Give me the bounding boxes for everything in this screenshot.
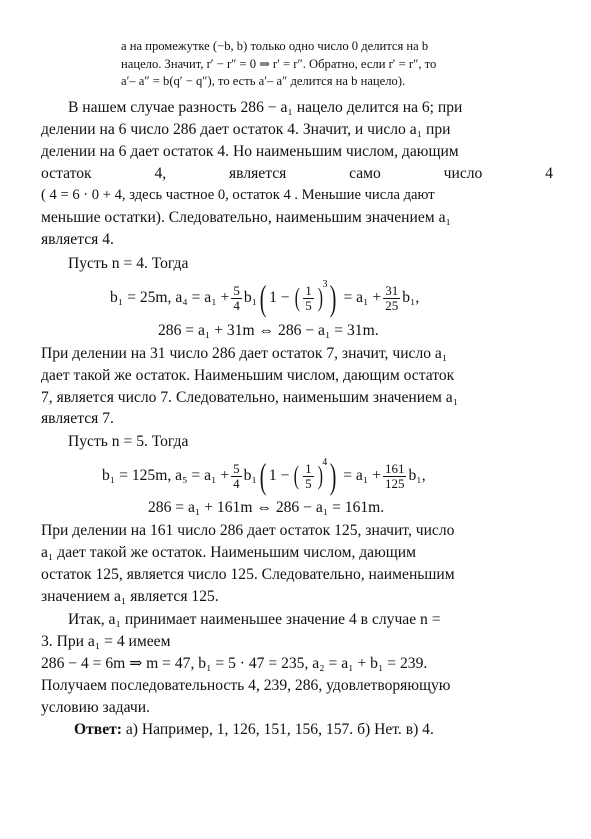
n5-eq1-rparen: ) (329, 456, 337, 496)
p1-word-yavlyaetsya: является (228, 165, 287, 182)
n4-eq1-inner-lparen: ( (294, 283, 300, 312)
n4-eq1-rparen: ) (330, 278, 337, 318)
n4-eq1-inner-rparen: ) (317, 283, 323, 312)
p1-word-4: 4, (154, 165, 167, 182)
p1-line-1: В нашем случае разность 286 − a₁ нацело делится на 6; при (68, 99, 463, 116)
p1-line-5: ( 4 = 6 · 0 + 4, здесь частное 0, остаток 4 . Меньшие числа дают (41, 187, 435, 203)
n5-eq1-frac-den: 4 (233, 475, 240, 491)
n4-eq1-frac2-den: 25 (385, 297, 399, 313)
n5-eq1-fraction-2 (383, 462, 407, 491)
n4-text-4: является 7. (41, 410, 114, 427)
note-line-3: a′– a″ = b(q′ − q″), то есть a′– a″ делится на b нацело). (121, 74, 406, 88)
n4-eq1-inner-num: 1 (305, 282, 312, 298)
final-line-1: Итак, a₁ принимает наименьшее значение 4 в случае n = (68, 611, 441, 628)
n5-eq1-inner-fraction (303, 462, 314, 491)
n5-eq1-inner-den: 5 (305, 475, 312, 491)
n5-text-2: a₁ дает такой же остаток. Наименьшим числом, дающим (41, 544, 416, 561)
n4-eq1-b: b₁ (243, 289, 258, 306)
n4-eq1-frac2-num: 31 (385, 282, 399, 298)
n5-eq1-power: 4 (322, 456, 328, 468)
final-line-3: 286 − 4 = 6m ⇒ m = 47, b₁ = 5 · 47 = 235, a₂ = a₁ + b₁ = 239. (41, 655, 428, 672)
n5-eq1-frac2-num: 161 (384, 460, 405, 476)
final-line-2: 3. При a₁ = 4 имеем (41, 633, 171, 650)
n4-text-2: дает такой же остаток. Наименьшим числом, дающим остаток (41, 367, 455, 384)
p1-line-2: делении на 6 число 286 дает остаток 4. Значит, и число a₁ при (41, 121, 451, 138)
n5-text-1: При делении на 161 число 286 дает остаток 125, значит, число (41, 522, 455, 539)
n4-text-3: 7, является число 7. Следовательно, наименьшим значением a₁ (41, 389, 459, 406)
n4-eq1-end: b₁, (402, 289, 420, 306)
p1-line-7: является 4. (41, 231, 114, 248)
n4-eq1-fraction-2 (383, 284, 400, 313)
n5-text-3: остаток 125, является число 125. Следовательно, наименьшим (41, 566, 455, 583)
n5-intro: Пусть n = 5. Тогда (68, 433, 189, 450)
n5-eq1-inner-num: 1 (305, 460, 312, 476)
n4-eq1-left: b₁ = 25m, a₄ = a₁ + (110, 289, 230, 306)
n5-eq1-mid: = a₁ + (343, 467, 381, 484)
n4-eq1-lparen: ( (259, 278, 267, 318)
n4-intro: Пусть n = 4. Тогда (68, 255, 189, 272)
n5-text-4: значением a₁ является 125. (41, 588, 219, 605)
n4-eq1-mid: = a₁ + (343, 289, 382, 306)
n5-eq1-lparen: ( (259, 456, 267, 496)
note-line-2: нацело. Значит, r′ − r″ = 0 ⇒ r′ = r″. Обратно, если r′ = r″, то (121, 57, 437, 71)
n5-eq1-b: b₁ (243, 467, 257, 484)
n5-eq1-inner-left: 1 − (268, 467, 290, 484)
n4-eq1-frac-num: 5 (233, 282, 240, 298)
p1-line-3: делении на 6 дает остаток 4. Но наименьшим числом, дающим (41, 143, 459, 160)
p1-word-samo: само (349, 165, 381, 182)
answer-label: Ответ: (74, 721, 122, 738)
n5-eq1-left: b₁ = 125m, a₅ = a₁ + (102, 467, 230, 484)
n5-equation-2: 286 = a₁ + 161m ⇔ 286 − a₁ = 161m. (148, 499, 385, 516)
p1-line-4 (41, 163, 553, 184)
p1-word-ostatok: остаток (41, 165, 92, 182)
n5-eq1-frac-num: 5 (233, 460, 240, 476)
n4-eq1-fraction (231, 284, 242, 313)
answer-line (74, 719, 434, 740)
final-line-5: условию задачи. (41, 699, 150, 716)
p1-word-4b: 4 (545, 165, 553, 182)
n4-text-1: При делении на 31 число 286 дает остаток 7, значит, число a₁ (41, 345, 448, 362)
n5-eq1-frac2-den: 125 (384, 475, 405, 491)
n5-eq1-fraction (231, 462, 242, 491)
n4-equation-2: 286 = a₁ + 31m ⇔ 286 − a₁ = 31m. (158, 322, 379, 339)
n4-eq1-frac-den: 4 (233, 297, 240, 313)
n4-eq1-inner-left: 1 − (269, 289, 290, 306)
answer-text: а) Например, 1, 126, 151, 156, 157. б) Нет. в) 4. (121, 721, 434, 738)
note-line-1: а на промежутке (−b, b) только одно число 0 делится на b (121, 39, 429, 53)
final-line-4: Получаем последовательность 4, 239, 286, удовлетворяющую (41, 677, 451, 694)
n5-eq1-inner-rparen: ) (317, 461, 323, 490)
n4-eq1-power: 3 (322, 278, 328, 290)
n4-eq1-inner-fraction (303, 284, 314, 313)
n4-eq1-inner-den: 5 (305, 297, 312, 313)
n5-eq1-end: b₁, (408, 467, 426, 484)
p1-word-chislo: число (443, 165, 483, 182)
n4-equation-1 (110, 278, 419, 318)
p1-line-6: меньшие остатки). Следовательно, наименьшим значением a₁ (41, 209, 451, 226)
n5-eq1-inner-lparen: ( (294, 461, 300, 490)
n5-equation-1 (102, 456, 426, 496)
